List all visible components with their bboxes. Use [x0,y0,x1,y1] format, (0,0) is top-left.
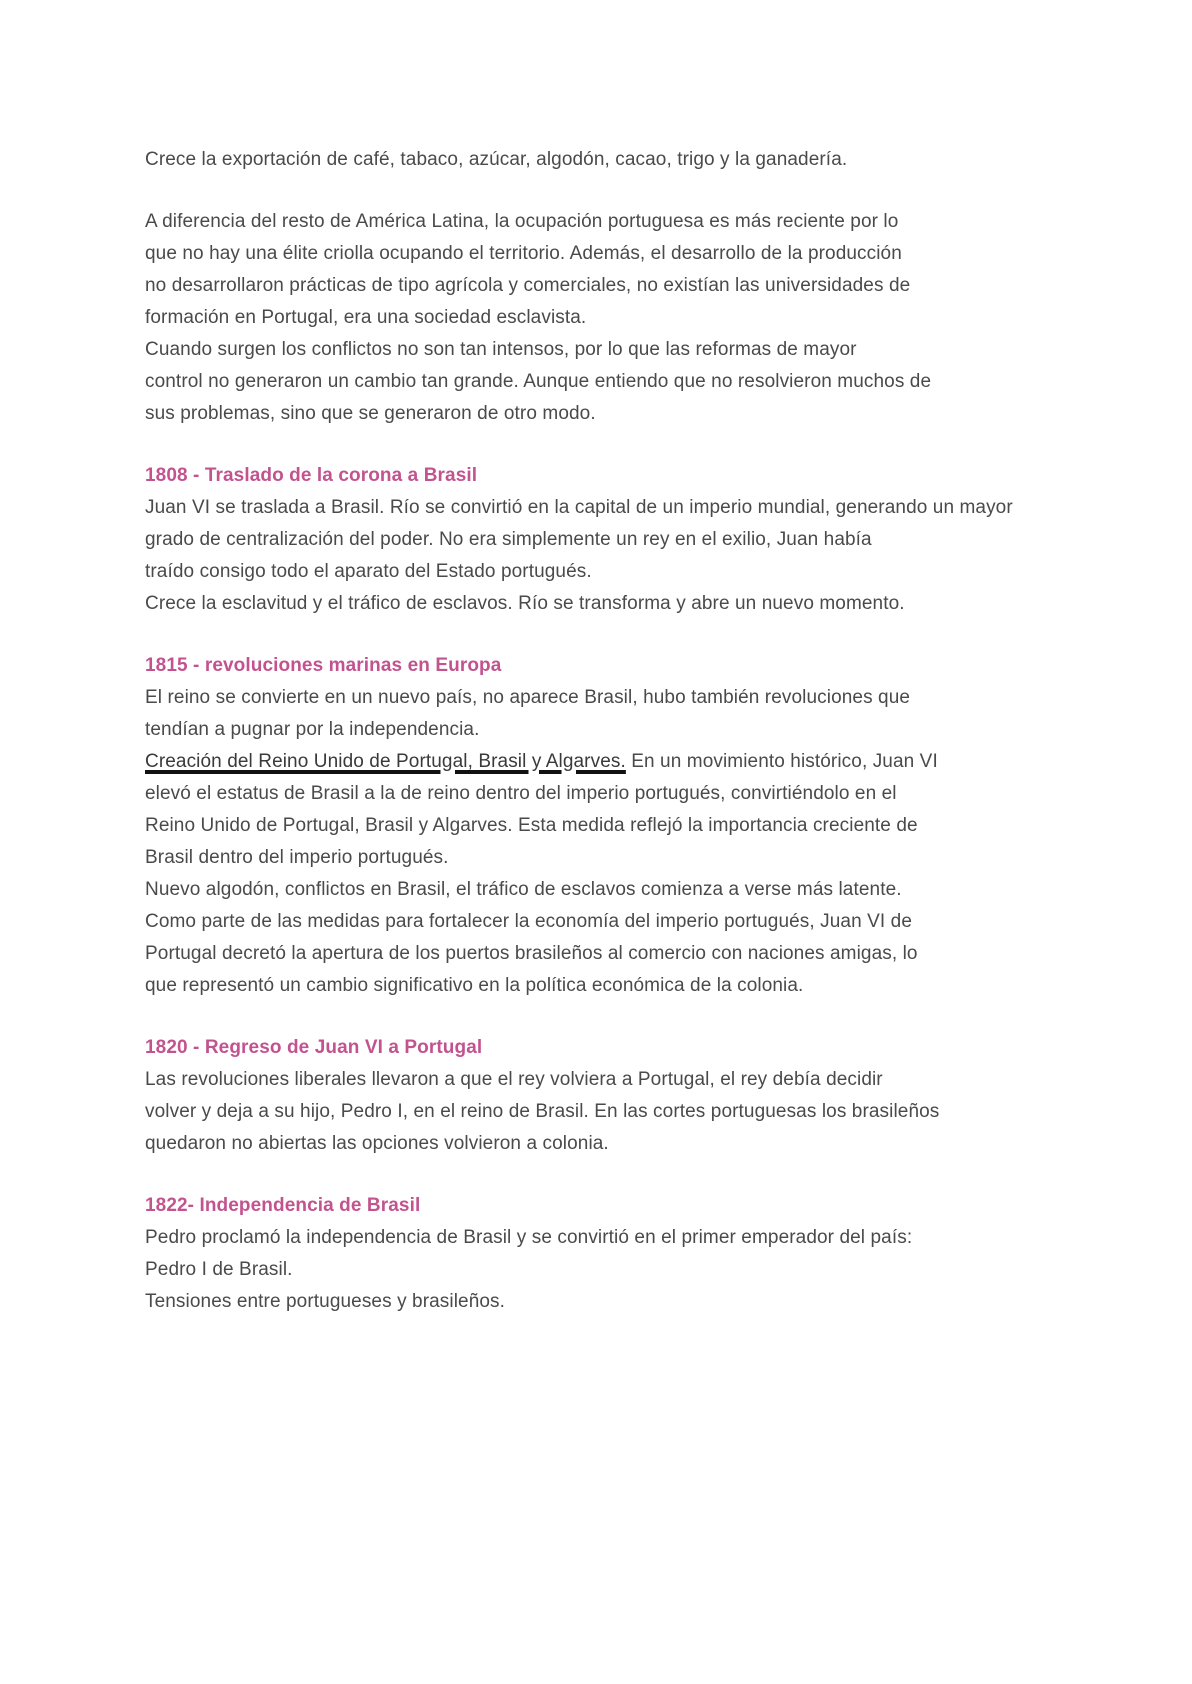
section-line: que representó un cambio significativo en la política económica de la colonia. [145,975,804,996]
section-line: traído consigo todo el aparato del Estado portugués. [145,561,592,582]
intro-line: Crece la exportación de café, tabaco, azúcar, algodón, cacao, trigo y la ganadería. [145,149,848,170]
section-1822 [145,1190,1050,1318]
paragraph-line: que no hay una élite criolla ocupando el territorio. Además, el desarrollo de la producción [145,243,902,264]
section-1808 [145,460,1050,620]
intro-paragraph [145,144,1050,176]
section-line: Crece la esclavitud y el tráfico de esclavos. Río se transforma y abre un nuevo momento. [145,593,905,614]
section-line: El reino se convierte en un nuevo país, no aparece Brasil, hubo también revoluciones que [145,687,911,708]
paragraph-line: control no generaron un cambio tan grande. Aunque entiendo que no resolvieron muchos de [145,371,932,392]
section-line: Juan VI se traslada a Brasil. Río se convirtió en la capital de un imperio mundial, generando un mayor [145,497,1013,518]
section-line: Nuevo algodón, conflictos en Brasil, el tráfico de esclavos comienza a verse más latente. [145,879,902,900]
section-heading: 1815 - revoluciones marinas en Europa [145,655,502,676]
paragraph-line: sus problemas, sino que se generaron de otro modo. [145,403,596,424]
section-line: Pedro I de Brasil. [145,1259,293,1280]
paragraph-line: no desarrollaron prácticas de tipo agrícola y comerciales, no existían las universidades de [145,275,911,296]
section-line: volver y deja a su hijo, Pedro I, en el reino de Brasil. En las cortes portuguesas los brasileños [145,1101,940,1122]
section-1815 [145,650,1050,1002]
section-line: Como parte de las medidas para fortalecer la economía del imperio portugués, Juan VI de [145,911,913,932]
section-line: elevó el estatus de Brasil a la de reino dentro del imperio portugués, convirtiéndolo en el [145,783,897,804]
section-line: Las revoluciones liberales llevaron a que el rey volviera a Portugal, el rey debía decidir [145,1069,883,1090]
colonial-paragraph [145,206,1050,430]
paragraph-line: formación en Portugal, era una sociedad esclavista. [145,307,587,328]
section-line: Brasil dentro del imperio portugués. [145,847,449,868]
paragraph-line: Cuando surgen los conflictos no son tan intensos, por lo que las reformas de mayor [145,339,857,360]
section-heading: 1808 - Traslado de la corona a Brasil [145,465,478,486]
section-heading: 1820 - Regreso de Juan VI a Portugal [145,1037,483,1058]
section-1820 [145,1032,1050,1160]
section-line-continuation: En un movimiento histórico, Juan VI [625,751,938,772]
section-line: quedaron no abiertas las opciones volvieron a colonia. [145,1133,609,1154]
underlined-phrase: Creación del Reino Unido de Portugal, Brasil y Algarves. [145,751,626,772]
section-line: Portugal decretó la apertura de los puertos brasileños al comercio con naciones amigas, lo [145,943,918,964]
paragraph-line: A diferencia del resto de América Latina, la ocupación portuguesa es más reciente por lo [145,211,899,232]
document-body [145,144,1050,1348]
section-heading: 1822- Independencia de Brasil [145,1195,421,1216]
section-line: tendían a pugnar por la independencia. [145,719,480,740]
section-line: Pedro proclamó la independencia de Brasil y se convirtió en el primer emperador del país: [145,1227,913,1248]
section-line: Tensiones entre portugueses y brasileños. [145,1291,506,1312]
section-line: Reino Unido de Portugal, Brasil y Algarves. Esta medida reflejó la importancia creciente de [145,815,918,836]
section-line: grado de centralización del poder. No era simplemente un rey en el exilio, Juan había [145,529,872,550]
section-line-with-underline [145,746,1050,778]
